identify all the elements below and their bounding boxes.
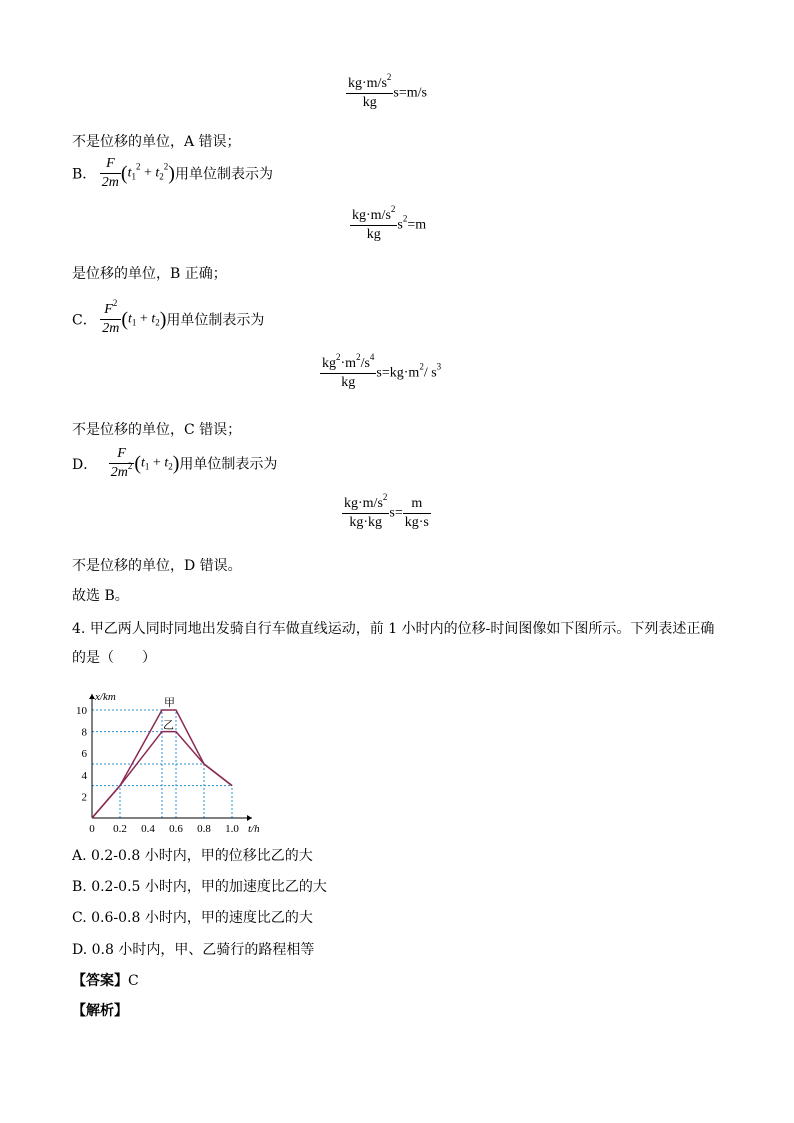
formula-d-fraction <box>342 492 389 531</box>
series-label-yi: 乙 <box>163 718 174 732</box>
formula-c-num-b-exp: 2 <box>356 352 361 362</box>
x-tick-label: 0.2 <box>113 823 127 835</box>
position-time-chart <box>62 672 282 842</box>
question-line-2: 的是（ ） <box>72 650 156 666</box>
option-d-num: F <box>109 446 135 464</box>
line-choice: 故选 B。 <box>72 588 129 604</box>
formula-a-num-exp: 2 <box>386 72 392 82</box>
formula-b-num-exp: 2 <box>390 204 396 214</box>
option-c-den: 2m <box>102 321 120 336</box>
option-d-den-exp: 2 <box>127 461 133 471</box>
line-c-conclusion: 不是位移的单位，C 错误； <box>72 422 242 438</box>
option-b-exp1: 2 <box>135 161 141 172</box>
option-d-intro: D． $\frac{F}{2m^2}$ $(t_1 + t_2)$用单位制表示为 <box>72 446 278 480</box>
x-tick-label: 0.8 <box>197 823 211 835</box>
formula-c-tail: s=kg·m <box>376 365 420 381</box>
formula-d <box>342 492 431 531</box>
x-tick-label: 1.0 <box>225 823 239 835</box>
formula-d-num: kg·m/s <box>344 496 383 511</box>
formula-d-den2: kg·s <box>404 515 429 530</box>
analysis-tag: 【解析】 <box>72 1003 128 1019</box>
question-text-1: 甲乙两人同时同地出发骑自行车做直线运动，前 1 小时内的位移-时间图像如下图所示。下列表述正确 <box>89 621 715 637</box>
formula-c-num-a-exp: 2 <box>336 352 341 362</box>
option-c-num-exp: 2 <box>112 298 118 308</box>
formula-b <box>350 204 427 243</box>
formula-c-fraction <box>320 352 376 391</box>
x-tick-label: 0.6 <box>169 823 183 835</box>
option-d-den: 2m <box>110 465 128 480</box>
formula-a <box>346 72 427 111</box>
formula-c-tail-rest: / s <box>423 365 437 381</box>
answer-value: C <box>128 973 139 989</box>
y-tick-label: 10 <box>76 705 87 717</box>
formula-d-num-exp: 2 <box>382 492 388 502</box>
formula-d-den: kg·kg <box>349 515 383 530</box>
option-a: A. 0.2-0.8 小时内，甲的位移比乙的大 <box>72 848 313 864</box>
line-d-conclusion: 不是位移的单位，D 错误。 <box>72 558 242 574</box>
formula-a-num: kg·m/s <box>348 76 387 91</box>
formula-a-fraction <box>346 72 393 111</box>
formula-c-tail-exp2: 3 <box>436 361 442 372</box>
formula-b-num: kg·m/s <box>352 208 391 223</box>
option-b-fraction <box>100 156 121 191</box>
option-c-label: C． <box>72 312 97 329</box>
option-b-intro: B． $\frac{F}{2m}$ $(t_1^2 + t_2^2)$用单位制表示为 <box>72 156 273 190</box>
question-number: 4. <box>72 621 86 637</box>
formula-b-tail: s <box>397 217 403 233</box>
formula-b-tail-exp: 2 <box>402 213 408 224</box>
formula-b-den: kg <box>366 227 381 242</box>
answer-tag: 【答案】 <box>72 973 128 989</box>
option-b-tail: 用单位制表示为 <box>174 166 273 183</box>
formula-b-tail-rest: =m <box>407 217 427 233</box>
x-tick-label: 0 <box>89 823 95 835</box>
formula-a-den: kg <box>362 95 377 110</box>
option-b: B. 0.2-0.5 小时内，甲的加速度比乙的大 <box>72 879 327 895</box>
option-c-fraction <box>100 298 121 337</box>
formula-c-num-b: ·m <box>340 356 357 371</box>
y-axis-label: x/km <box>95 691 116 703</box>
option-c-num: F <box>104 302 113 317</box>
option-d-tail: 用单位制表示为 <box>179 456 278 473</box>
option-b-label: B． <box>72 166 97 183</box>
option-b-den: 2m <box>101 175 119 190</box>
y-tick-label: 8 <box>81 726 87 739</box>
x-axis-arrow <box>247 815 252 821</box>
formula-c <box>320 352 442 391</box>
formula-d-fraction-2 <box>403 496 431 531</box>
question-line-1 <box>72 619 714 639</box>
option-c-intro: C． $\frac{F^2}{2m}$ $(t_1 + t_2)$用单位制表示为 <box>72 298 265 336</box>
y-tick-label: 4 <box>81 769 87 782</box>
option-d-label: D． <box>72 456 98 473</box>
line-a-conclusion: 不是位移的单位，A 错误； <box>72 134 241 150</box>
x-axis-label: t/h <box>248 823 260 835</box>
series-label-jia: 甲 <box>164 696 175 709</box>
formula-c-num-c-exp: 4 <box>369 352 375 362</box>
x-tick-label: 0.4 <box>141 823 155 835</box>
formula-c-num-a: kg <box>322 356 336 371</box>
formula-a-tail: s=m/s <box>393 85 427 101</box>
formula-c-den: kg <box>341 375 356 390</box>
line-b-conclusion: 是位移的单位，B 正确； <box>72 266 227 282</box>
formula-c-num-c: /s <box>360 356 370 371</box>
formula-d-mid: s= <box>389 505 403 521</box>
option-c-tail: 用单位制表示为 <box>166 312 265 329</box>
option-c: C. 0.6-0.8 小时内，甲的速度比乙的大 <box>72 910 313 926</box>
formula-c-tail-exp: 2 <box>419 361 424 372</box>
option-b-num: F <box>100 156 121 174</box>
formula-b-fraction <box>350 204 397 243</box>
y-tick-label: 2 <box>81 791 87 804</box>
option-d-fraction <box>109 446 135 481</box>
formula-d-num2: m <box>403 496 431 514</box>
y-tick-label: 6 <box>81 748 87 761</box>
option-d: D. 0.8 小时内，甲、乙骑行的路程相等 <box>72 942 315 958</box>
answer-line <box>72 971 139 991</box>
